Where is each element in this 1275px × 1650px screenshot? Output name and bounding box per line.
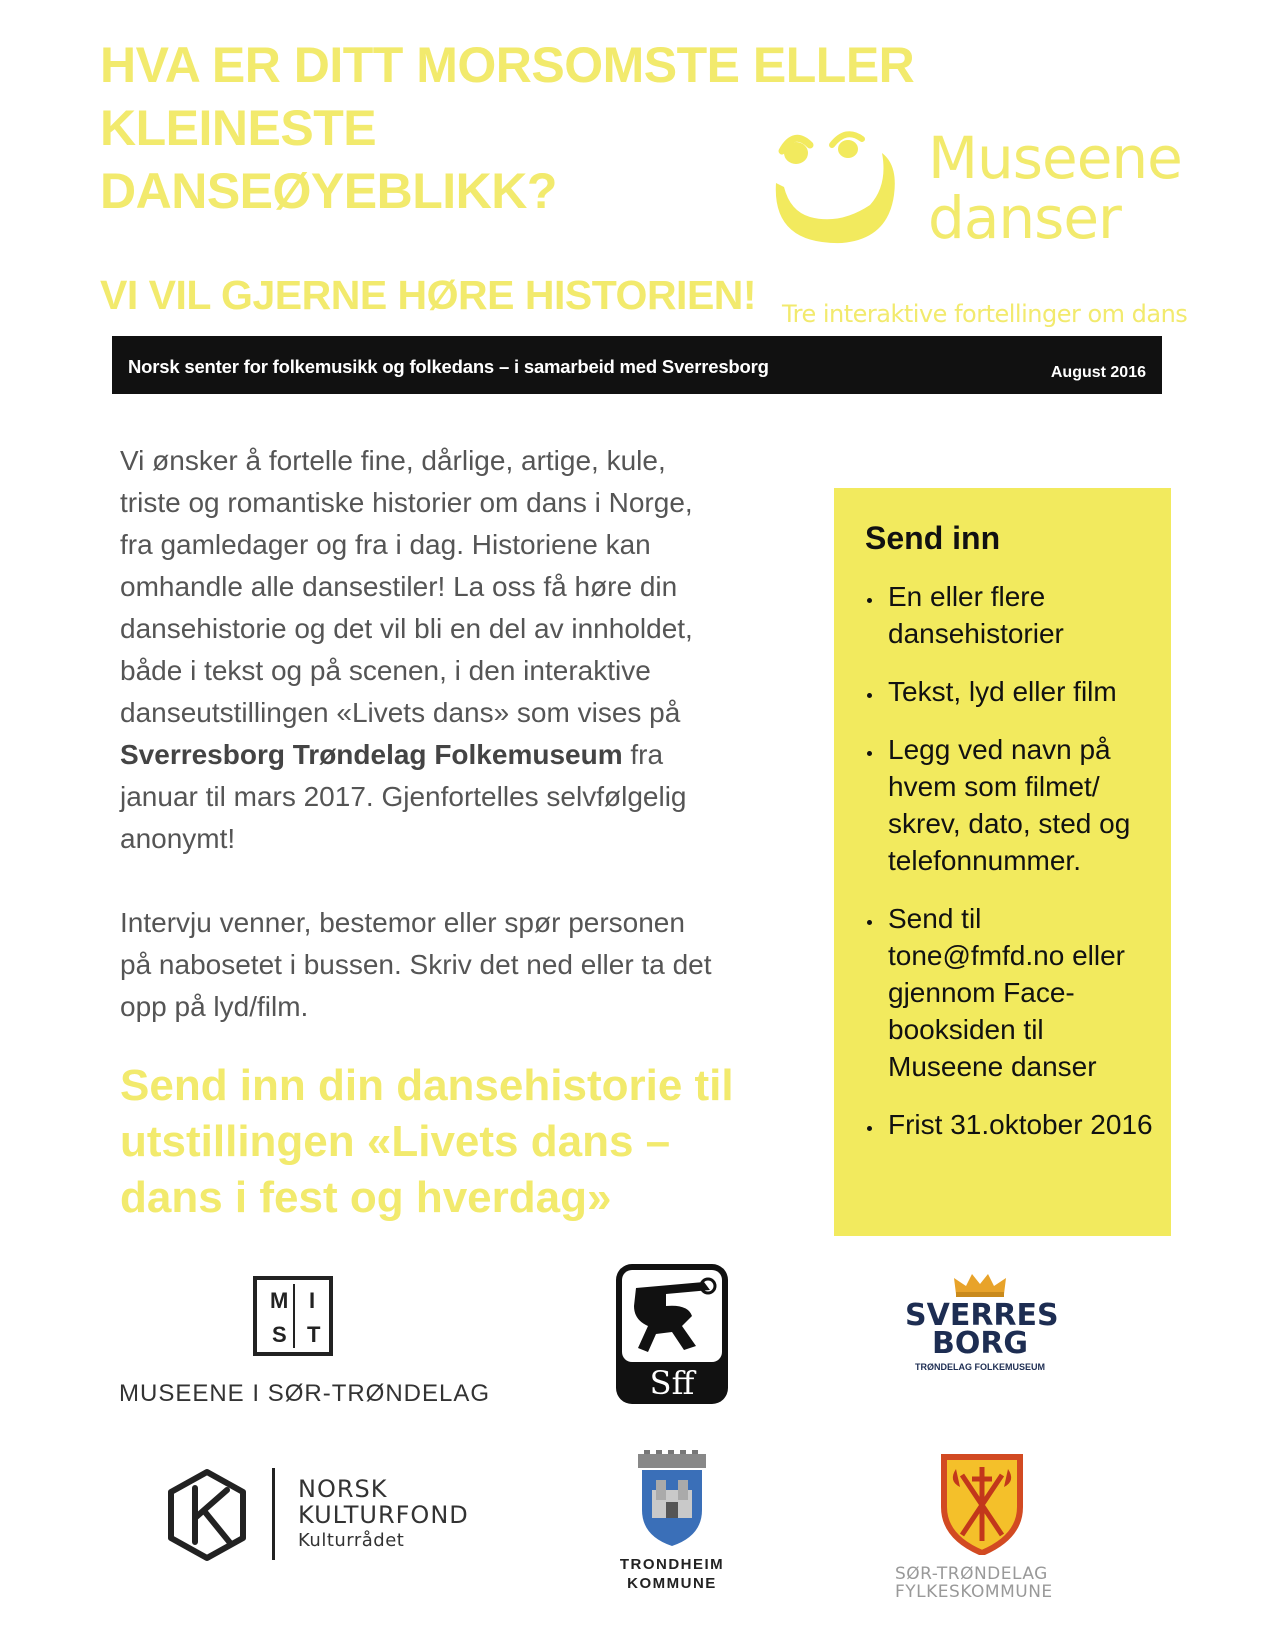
crown-icon <box>950 1270 1010 1296</box>
headline-line-2: KLEINESTE <box>100 100 377 156</box>
body-p1-end: fra januar til mars 2017. Gjenfortelles selvfølgelig anonymt! <box>120 739 687 854</box>
trondheim-line-1: TRONDHEIM <box>619 1556 725 1573</box>
mist-letter: T <box>307 1322 321 1347</box>
list-item: Legg ved navn på hvem som filmet/ skrev, dato, sted og telefonnummer. <box>865 731 1155 879</box>
send-inn-box <box>834 488 1171 1236</box>
headline-line-1: HVA ER DITT MORSOMSTE ELLER <box>100 37 915 93</box>
trondheim-coat-of-arms-icon <box>634 1450 710 1550</box>
call-to-action: Send inn din dansehistorie til utstillingen «Livets dans – dans i fest og hverdag» <box>120 1061 734 1222</box>
brand-name <box>928 124 1182 252</box>
header-banner <box>112 336 1162 394</box>
kulturfond-logo-icon <box>165 1468 249 1562</box>
mist-letter: M <box>270 1288 289 1313</box>
body-paragraph-2: Intervju venner, bestemor eller spør personen på nabosetet i bussen. Skriv det ned eller ta det opp på lyd/film. <box>120 907 712 1022</box>
sverresborg-line-1: SVERRES <box>905 1298 1059 1333</box>
brand-name-line-2: danser <box>928 184 1121 252</box>
banner-date: August 2016 <box>1050 364 1146 381</box>
kulturfond-text <box>298 1476 469 1554</box>
mist-logo-icon <box>253 1276 333 1356</box>
trondheim-text <box>610 1555 734 1593</box>
send-inn-title: Send inn <box>865 520 1001 556</box>
kulturfond-line-1: NORSK <box>298 1475 388 1503</box>
sor-trondelag-coat-of-arms-icon <box>940 1453 1024 1555</box>
kulturfond-divider <box>272 1468 275 1560</box>
sff-text: Sff <box>649 1364 695 1402</box>
subheading: VI VIL GJERNE HØRE HISTORIEN! <box>100 272 757 318</box>
banner-organization: Norsk senter for folkemusikk og folkedans – i samarbeid med Sverresborg <box>128 356 769 377</box>
kulturfond-line-2: KULTURFOND <box>298 1501 469 1529</box>
sverresborg-logo <box>905 1298 1059 1361</box>
trondheim-line-2: KOMMUNE <box>627 1575 717 1592</box>
body-paragraph-1 <box>120 440 720 860</box>
fylke-line-2: FYLKESKOMMUNE <box>895 1582 1053 1602</box>
list-item: Send til tone@fmfd.no eller gjennom Face-booksiden til Museene danser <box>865 900 1155 1085</box>
list-item: En eller flere dansehistorier <box>865 578 1155 652</box>
museum-name: Sverresborg Trøndelag Folkemuseum <box>120 739 623 770</box>
sverresborg-line-2: BORG <box>931 1326 1029 1361</box>
fylke-line-1: SØR-TRØNDELAG <box>895 1564 1048 1584</box>
sverresborg-caption: TRØNDELAG FOLKEMUSEUM <box>915 1362 1045 1372</box>
sor-trondelag-text <box>895 1565 1055 1601</box>
brand-tagline: Tre interaktive fortellinger om dans <box>782 300 1188 328</box>
sff-logo-icon <box>616 1264 728 1404</box>
body-p1-intro: Vi ønsker å fortelle fine, dårlige, artige, kule, triste og romantiske historier om dans i Norge, fra gamledager og fra i dag. Historiene kan omhandle alle dansestiler! La oss få høre din dansehistorie og det vil bli en del av innholdet, både i tekst og på scenen, i den interaktive danseutstillingen «Livets dans» som vises på <box>120 445 693 728</box>
list-item: Tekst, lyd eller film <box>865 673 1155 710</box>
send-inn-list <box>865 578 1155 1164</box>
brand-name-line-1: Museene <box>928 124 1182 192</box>
headline-line-3: DANSEØYEBLIKK? <box>100 163 557 219</box>
mist-letter: I <box>309 1288 316 1313</box>
mist-letter: S <box>272 1322 287 1347</box>
museene-danser-smile-icon <box>770 125 910 255</box>
kulturfond-line-3: Kulturrådet <box>298 1530 405 1551</box>
list-item: Frist 31.oktober 2016 <box>865 1106 1155 1143</box>
mist-caption: MUSEENE I SØR-TRØNDELAG <box>119 1380 491 1407</box>
body-text <box>120 440 720 1028</box>
